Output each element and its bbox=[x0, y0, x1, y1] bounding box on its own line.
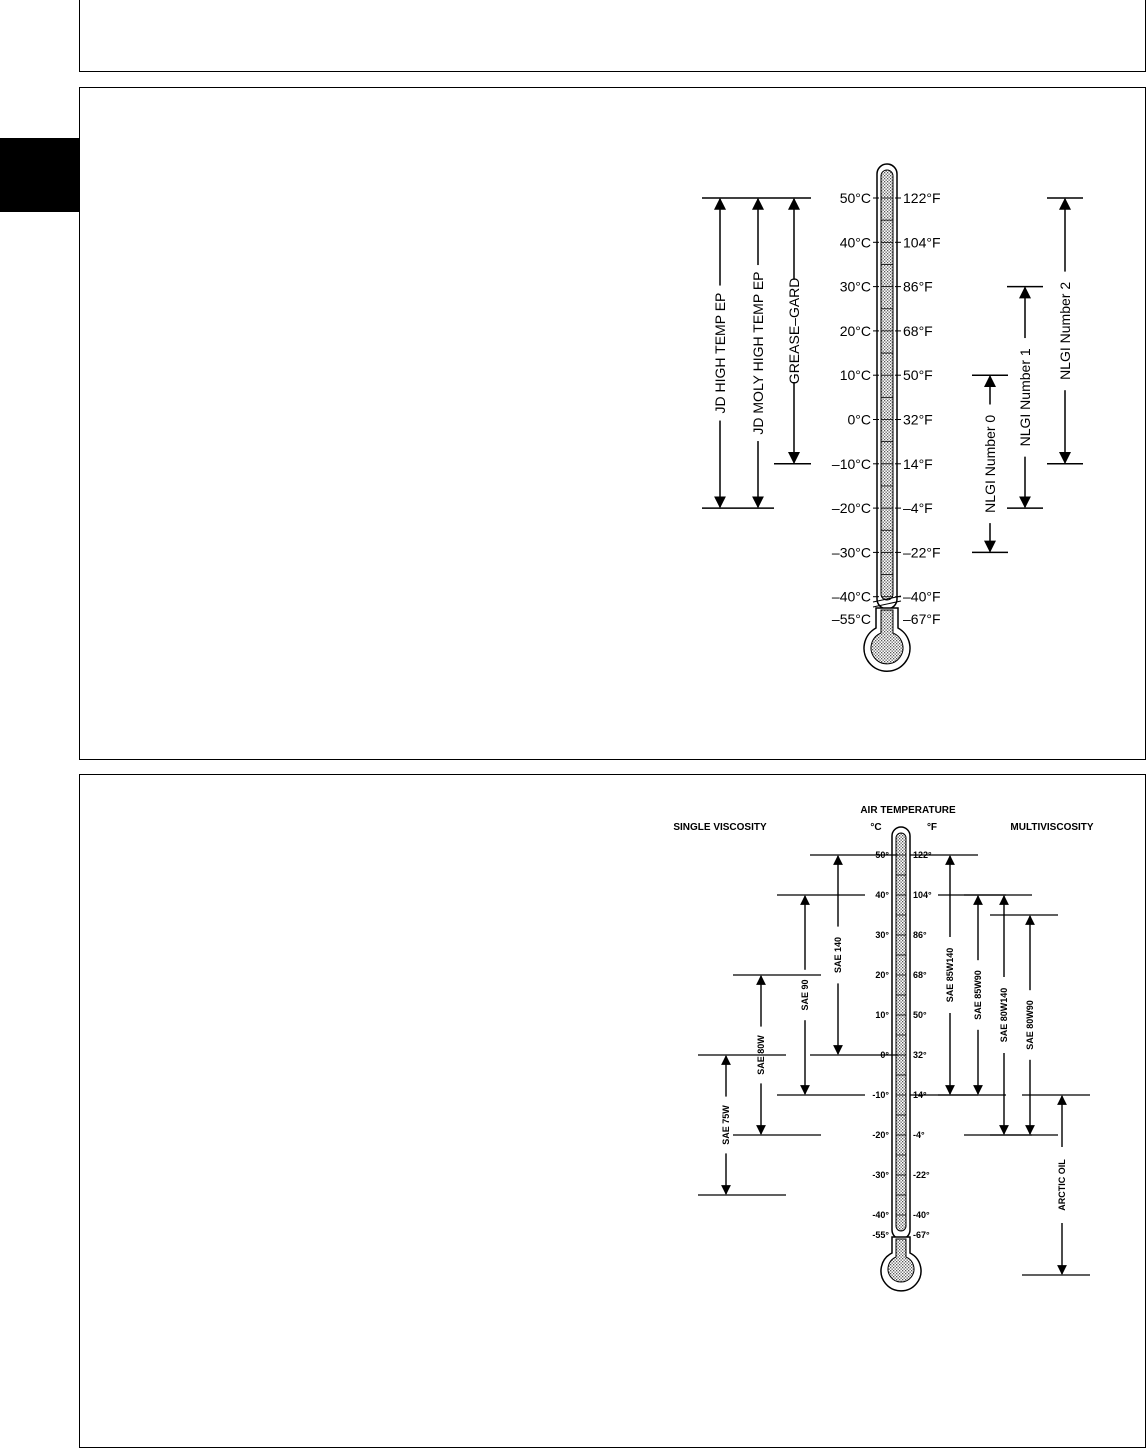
fahrenheit-label: –40°F bbox=[903, 588, 941, 605]
oil-celsius-label: -55° bbox=[872, 1230, 889, 1240]
oil-range-label: SAE 75W bbox=[721, 1105, 731, 1145]
fahrenheit-label: 32°F bbox=[903, 411, 933, 428]
fahrenheit-label: 122°F bbox=[903, 190, 941, 206]
grease-range-label: JD HIGH TEMP EP bbox=[712, 292, 728, 414]
oil-celsius-label: 10° bbox=[875, 1010, 889, 1020]
oil-range-label: SAE 85W140 bbox=[945, 947, 955, 1003]
oil-range-label: SAE 80W bbox=[756, 1035, 766, 1075]
oil-range-label: SAE 85W90 bbox=[973, 970, 983, 1020]
oil-fahrenheit-label: 14° bbox=[913, 1090, 927, 1100]
fahrenheit-label: 104°F bbox=[903, 234, 941, 251]
grease-range-label: NLGI Number 1 bbox=[1017, 348, 1033, 447]
celsius-label: 40°C bbox=[839, 234, 871, 251]
grease-panel bbox=[79, 87, 1146, 760]
oil-fahrenheit-label: -40° bbox=[913, 1210, 930, 1220]
oil-range-4 bbox=[810, 855, 898, 1055]
oil-fahrenheit-label: 122° bbox=[913, 850, 932, 860]
oil-celsius-label: -30° bbox=[872, 1170, 889, 1180]
celsius-label: 0°C bbox=[847, 411, 871, 428]
fahrenheit-label: 14°F bbox=[903, 455, 933, 472]
celsius-label: –20°C bbox=[831, 500, 871, 517]
fahrenheit-label: 50°F bbox=[903, 367, 933, 384]
oil-celsius-label: 40° bbox=[875, 890, 889, 900]
single-viscosity-heading: SINGLE VISCOSITY bbox=[673, 822, 767, 833]
celsius-label: 10°C bbox=[839, 367, 871, 384]
oil-celsius-label: -40° bbox=[872, 1210, 889, 1220]
grease-range-5 bbox=[1007, 287, 1043, 509]
celsius-label: 30°C bbox=[839, 278, 871, 295]
grease-range-label: NLGI Number 0 bbox=[982, 414, 998, 513]
fahrenheit-label: 68°F bbox=[903, 322, 933, 339]
oil-celsius-label: 30° bbox=[875, 930, 889, 940]
grease-range-4 bbox=[972, 375, 1008, 552]
fahrenheit-label: –22°F bbox=[903, 544, 941, 561]
celsius-unit: °C bbox=[870, 822, 882, 833]
oil-celsius-label: 20° bbox=[875, 970, 889, 980]
fahrenheit-label: –67°F bbox=[903, 611, 941, 627]
oil-range-3 bbox=[777, 895, 865, 1095]
oil-celsius-label: -20° bbox=[872, 1130, 889, 1140]
celsius-label: 20°C bbox=[839, 322, 871, 339]
oil-fahrenheit-label: -22° bbox=[913, 1170, 930, 1180]
oil-fahrenheit-label: 68° bbox=[913, 970, 927, 980]
grease-range-6 bbox=[1047, 198, 1083, 464]
oil-fahrenheit-label: 32° bbox=[913, 1050, 927, 1060]
celsius-label: –10°C bbox=[831, 455, 871, 472]
header-panel bbox=[79, 0, 1146, 72]
celsius-label: –40°C bbox=[831, 588, 871, 605]
air-temperature-heading: AIR TEMPERATURE bbox=[860, 805, 956, 816]
oil-fahrenheit-label: 86° bbox=[913, 930, 927, 940]
oil-range-label: ARCTIC OIL bbox=[1057, 1159, 1067, 1211]
oil-fahrenheit-label: 50° bbox=[913, 1010, 927, 1020]
oil-celsius-label: 50° bbox=[875, 850, 889, 860]
grease-range-label: GREASE–GARD bbox=[786, 277, 802, 385]
oil-viscosity-chart bbox=[80, 775, 1147, 1449]
oil-range-label: SAE 80W90 bbox=[1025, 1000, 1035, 1050]
fahrenheit-unit: °F bbox=[926, 822, 938, 833]
oil-panel bbox=[79, 774, 1146, 1448]
oil-celsius-label: -10° bbox=[872, 1090, 889, 1100]
oil-range-label: SAE 90 bbox=[800, 979, 810, 1011]
oil-fahrenheit-label: 104° bbox=[913, 890, 932, 900]
fahrenheit-label: –4°F bbox=[903, 500, 933, 517]
oil-fahrenheit-label: -67° bbox=[913, 1230, 930, 1240]
grease-range-2 bbox=[750, 199, 766, 507]
oil-fahrenheit-label: -4° bbox=[913, 1130, 925, 1140]
oil-range-9 bbox=[1022, 1095, 1090, 1275]
oil-celsius-label: 0° bbox=[880, 1050, 889, 1060]
section-tab-marker bbox=[0, 138, 80, 212]
oil-range-1 bbox=[698, 1055, 786, 1195]
multiviscosity-heading: MULTIVISCOSITY bbox=[1010, 822, 1094, 833]
grease-range-3 bbox=[786, 199, 802, 463]
celsius-label: –30°C bbox=[831, 544, 871, 561]
grease-range-label: NLGI Number 2 bbox=[1057, 281, 1073, 380]
celsius-label: –55°C bbox=[831, 611, 871, 627]
fahrenheit-label: 86°F bbox=[903, 278, 933, 295]
grease-range-1 bbox=[712, 199, 728, 507]
grease-temperature-chart bbox=[80, 88, 1147, 761]
grease-range-label: JD MOLY HIGH TEMP EP bbox=[750, 271, 766, 435]
oil-range-label: SAE 80W140 bbox=[999, 987, 1009, 1043]
oil-range-label: SAE 140 bbox=[833, 936, 843, 974]
celsius-label: 50°C bbox=[839, 190, 871, 206]
